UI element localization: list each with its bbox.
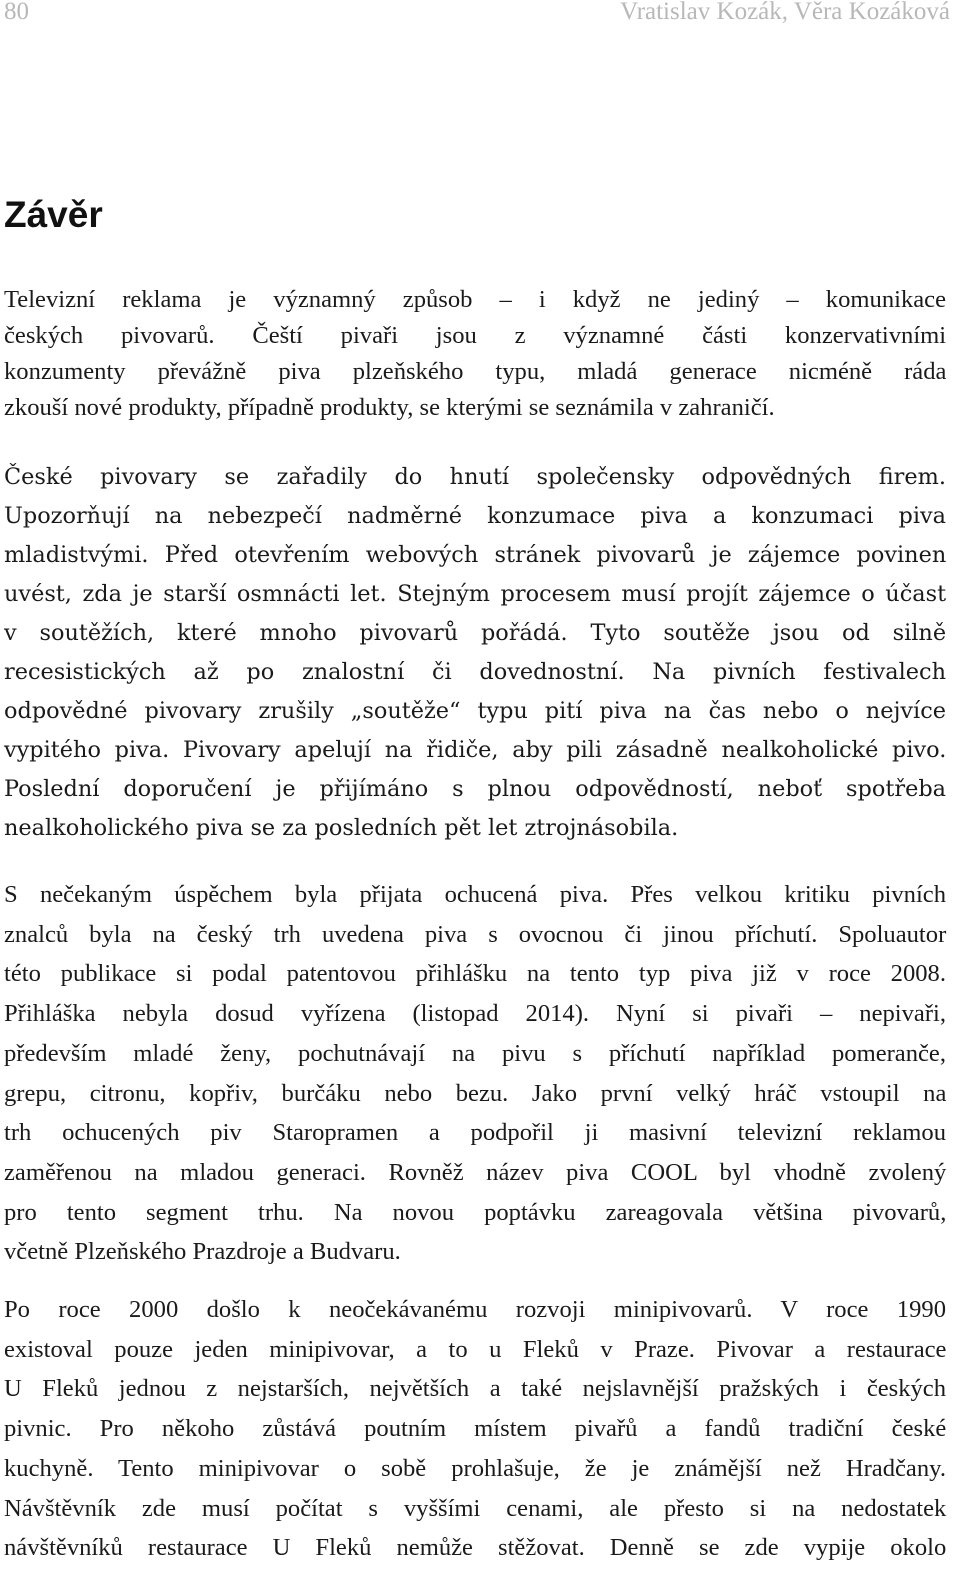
text-line: U Fleků jednou z nejstarších, největších a také nejslavnější pražských i českých: [4, 1375, 947, 1403]
text-line: vypitého piva. Pivovary apelují na řidiče, aby pili zásadně nealkoholické pivo.: [4, 737, 947, 763]
text-line: trh ochucených piv Staropramen a podpořil ji masivní televizní reklamou: [4, 1119, 946, 1147]
text-line: Televizní reklama je významný způsob – i když ne jediný – komunikace: [4, 286, 946, 313]
paragraph: [4, 1290, 946, 1568]
text-line: Upozorňují na nebezpečí nadměrné konzumace piva a konzumaci piva: [4, 503, 946, 529]
text-line: existoval pouze jeden minipivovar, a to u Fleků v Praze. Pivovar a restaurace: [4, 1335, 947, 1363]
text-line: českých pivovarů. Čeští pivaři jsou z významné části konzervativními: [4, 322, 947, 349]
text-line: zkouší nové produkty, případně produkty, se kterými se seznámila v zahraničí.: [4, 394, 775, 421]
page-header: [4, 0, 950, 28]
section-title: Závěr: [4, 194, 103, 235]
text-line: kuchyně. Tento minipivovar o sobě prohlašuje, že je známější než Hradčany.: [4, 1454, 946, 1482]
text-line: recesistických až po znalostní či dovednostní. Na pivních festivalech: [4, 659, 946, 685]
text-line: odpovědné pivovary zrušily „soutěže“ typu pití piva na čas nebo o nejvíce: [4, 698, 946, 724]
paragraph: [4, 875, 946, 1272]
text-line: Návštěvník zde musí počítat s vyššími cenami, ale přesto si na nedostatek: [4, 1494, 947, 1522]
text-line: nealkoholického piva se za posledních pět let ztrojnásobila.: [4, 815, 679, 841]
text-line: S nečekaným úspěchem byla přijata ochucená piva. Přes velkou kritiku pivních: [4, 881, 946, 908]
text-line: této publikace si podal patentovou přihlášku na tento typ piva již v roce 2008.: [4, 960, 946, 988]
text-line: konzumenty převážně piva plzeňského typu, mladá generace nicméně ráda: [4, 358, 947, 385]
text-line: mladistvými. Před otevřením webových stránek pivovarů je zájemce povinen: [4, 542, 947, 568]
text-line: pivnic. Pro někoho zůstává poutním místem pivařů a fandů tradiční české: [4, 1415, 947, 1443]
text-line: návštěvníků restaurace U Fleků nemůže stěžovat. Denně se zde vypije okolo: [4, 1534, 947, 1562]
text-line: Poslední doporučení je přijímáno s plnou odpovědností, neboť spotřeba: [4, 776, 946, 802]
page-number: 80: [4, 0, 29, 25]
text-line: pro tento segment trhu. Na novou poptávku zareagovala většina pivovarů,: [4, 1198, 947, 1226]
text-line: především mladé ženy, pochutnávají na pivu s příchutí například pomeranče,: [4, 1039, 946, 1067]
text-line: uvést, zda je starší osmnácti let. Stejným procesem musí projít zájemce o účast: [4, 581, 947, 607]
paragraph: [4, 282, 946, 426]
text-line: včetně Plzeňského Prazdroje a Budvaru.: [4, 1238, 401, 1266]
text-line: znalců byla na český trh uvedena piva s ovocnou či jinou příchutí. Spoluautor: [4, 920, 947, 948]
text-line: zaměřenou na mladou generaci. Rovněž název piva COOL byl vhodně zvolený: [4, 1158, 947, 1186]
text-line: Přihláška nebyla dosud vyřízena (listopad 2014). Nyní si pivaři – nepivaři,: [4, 1000, 946, 1028]
running-header-authors: Vratislav Kozák, Věra Kozáková: [620, 0, 950, 25]
text-line: v soutěžích, které mnoho pivovarů pořádá. Tyto soutěže jsou od silně: [4, 620, 947, 646]
text-line: Po roce 2000 došlo k neočekávanému rozvoji minipivovarů. V roce 1990: [4, 1296, 946, 1323]
paragraph: [4, 458, 946, 848]
text-line: České pivovary se zařadily do hnutí společensky odpovědných firem.: [4, 464, 946, 490]
text-line: grepu, citronu, kopřiv, burčáku nebo bezu. Jako první velký hráč vstoupil na: [4, 1079, 947, 1107]
